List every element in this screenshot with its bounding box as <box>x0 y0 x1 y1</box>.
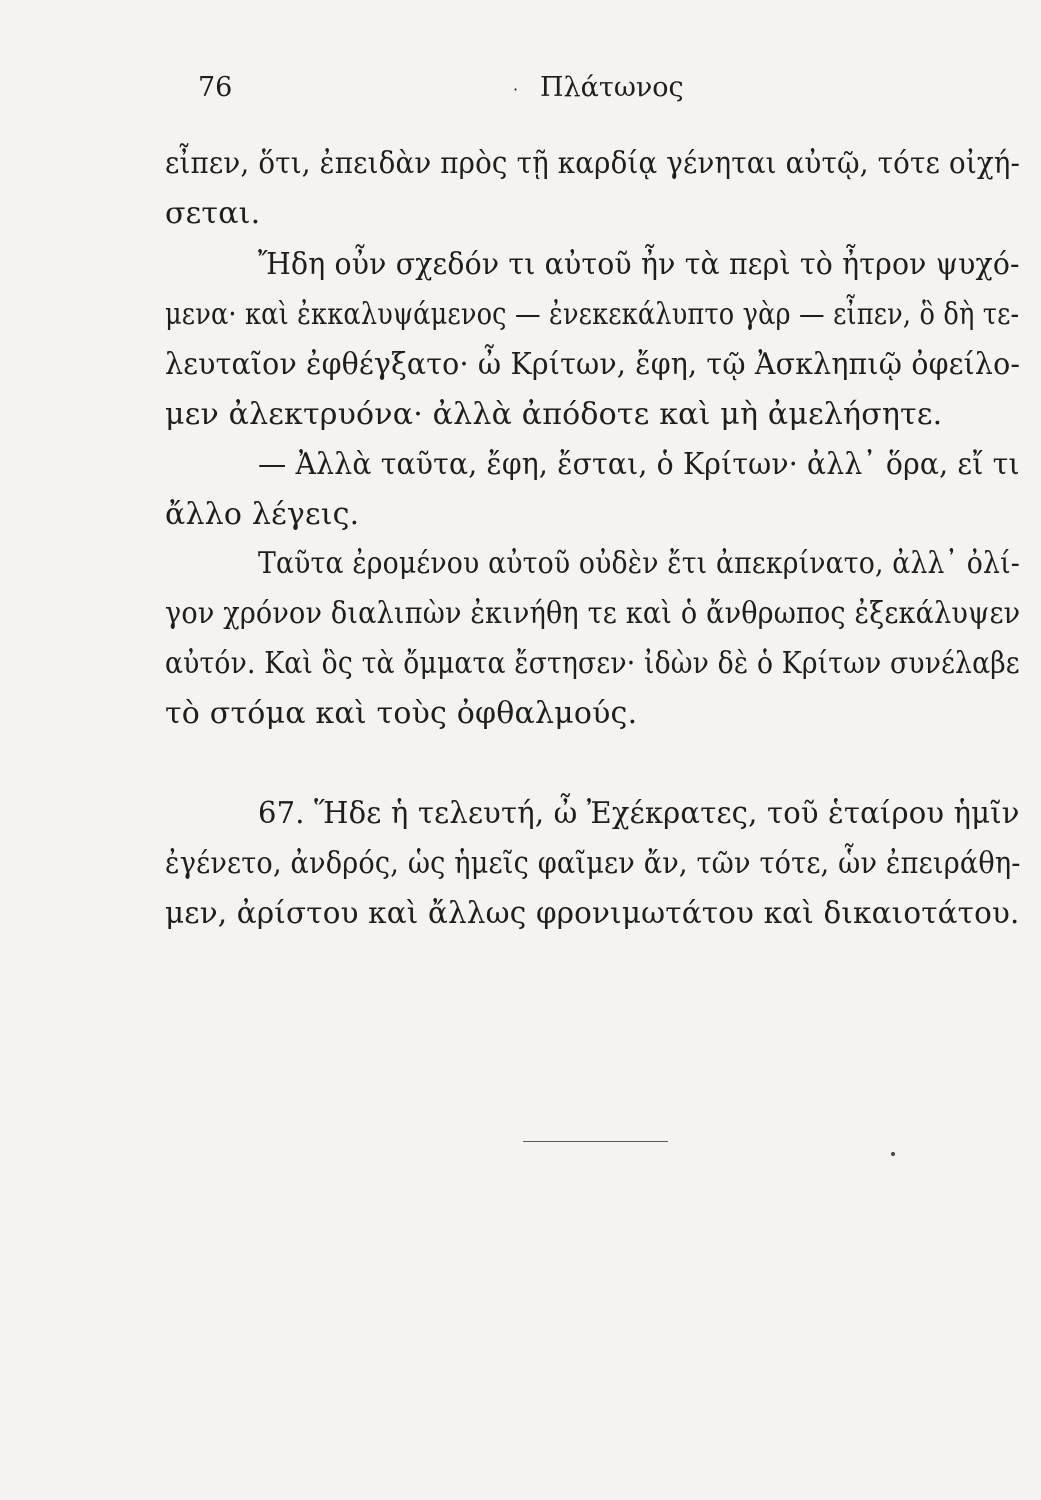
text-line: Ταῦτα ἐρομένου αὐτοῦ οὐδὲν ἔτι ἀπεκρίνατο, ἀλλ᾽ ὀλί- <box>258 546 1020 581</box>
text-line: εἶπεν, ὅτι, ἐπειδὰν πρὸς τῇ καρδίᾳ γένηται αὐτῷ, τότε οἰχή- <box>165 146 1021 181</box>
text-line: ἐγένετο, ἀνδρός, ὡς ἡμεῖς φαῖμεν ἄν, τῶν τότε, ὧν ἐπειράθη- <box>165 846 1021 881</box>
end-rule <box>523 1141 668 1142</box>
text-line: μεν, ἀρίστου καὶ ἄλλως φρονιμωτάτου καὶ δικαιοτάτου. <box>165 896 1020 931</box>
text-line: ἄλλο λέγεις. <box>165 497 360 532</box>
ink-speck <box>891 1152 895 1156</box>
text-line: — Ἀλλὰ ταῦτα, ἔφη, ἔσται, ὁ Κρίτων· ἀλλ᾽ ὅρα, εἴ τι <box>258 447 1020 482</box>
text-line: μενα· καὶ ἐκκαλυψάμενος — ἐνεκεκάλυπτο γὰρ — εἶπεν, ὃ δὴ τε- <box>165 297 1020 332</box>
text-line: σεται. <box>165 196 261 231</box>
text-line: τὸ στόμα καὶ τοὺς ὀφθαλμούς. <box>165 696 638 731</box>
text-line: αὐτόν. Καὶ ὃς τὰ ὄμματα ἔστησεν· ἰδὼν δὲ ὁ Κρίτων συνέλαβε <box>165 646 1020 681</box>
page-number: 76 <box>198 72 233 103</box>
text-line: γον χρόνον διαλιπὼν ἐκινήθη τε καὶ ὁ ἄνθρωπος ἐξεκάλυψεν <box>165 596 1021 631</box>
running-head: Πλάτωνος <box>540 72 684 103</box>
text-line: 67. Ἥδε ἡ τελευτή, ὦ Ἐχέκρατες, τοῦ ἑταίρου ἡμῖν <box>258 796 1020 831</box>
text-line: μεν ἀλεκτρυόνα· ἀλλὰ ἀπόδοτε καὶ μὴ ἀμελήσητε. <box>165 397 943 432</box>
text-line: λευταῖον ἐφθέγξατο· ὦ Κρίτων, ἔφη, τῷ Ἀσκληπιῷ ὀφείλο- <box>165 347 1021 382</box>
text-line: Ἤδη οὖν σχεδόν τι αὐτοῦ ἦν τὰ περὶ τὸ ἦτρον ψυχό- <box>258 247 1020 282</box>
header-dot: · <box>513 80 519 99</box>
